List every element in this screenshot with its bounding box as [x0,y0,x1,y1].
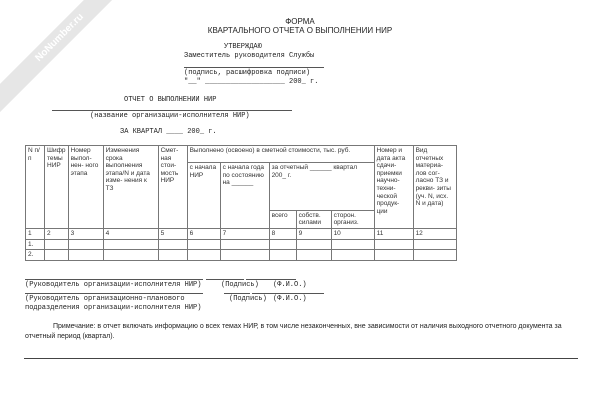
header-quarter-group: за отчетный ______ квартал 200_ г. [269,163,374,211]
col-num: 10 [331,229,374,240]
col-num: 4 [103,229,158,240]
cell[interactable] [187,239,220,250]
cell[interactable] [413,239,456,250]
cell[interactable] [158,250,187,261]
cell[interactable] [158,239,187,250]
head-caption-line [25,279,203,280]
header-act: Номер и дата акта сдачи- приемки научно- техни- ческой продук- ции [374,146,413,229]
header-total: всего [269,210,296,228]
planner-sign-line [224,293,250,294]
cell[interactable] [296,250,331,261]
planner-sign-caption: (Подпись) [229,295,267,303]
head-sign-caption: (Подпись) [221,281,259,289]
signature-caption: (подпись, расшифровка подписи) [184,69,311,77]
report-title: ОТЧЕТ О ВЫПОЛНЕНИИ НИР [124,96,217,104]
cell[interactable] [45,250,69,261]
col-num: 12 [413,229,456,240]
header-materials: Вид отчетных материа- лов сог- ласно ТЗ и рекви- зиты (уч. N, исх. N и дата) [413,146,456,229]
header-stage: Номер выпол- нен- ного этапа [68,146,103,229]
header-deadline-change: Изменения срока выполнения этапа/N и дата изме- нения к ТЗ [103,146,158,229]
cell[interactable] [220,250,269,261]
col-num: 8 [269,229,296,240]
col-num: 3 [68,229,103,240]
table-row [26,250,457,261]
header-third-party: сторон. организ. [331,210,374,228]
head-sign-line [206,279,244,280]
cell[interactable] [187,250,220,261]
planner-caption-2: подразделения организации-исполнителя НИР) [25,304,202,312]
cell[interactable] [269,239,296,250]
cell[interactable] [103,250,158,261]
cell[interactable] [374,250,413,261]
approval-date-line: "__" ___________________ 200_ г. [184,78,319,86]
header-own: собств. силами [296,210,331,228]
planner-caption-1: (Руководитель организационно-планового [25,295,185,303]
header-since-year: с начала года по состоянию на ______ [220,163,269,229]
col-num: 2 [45,229,69,240]
col-num: 6 [187,229,220,240]
cell[interactable] [296,239,331,250]
planner-caption-line [25,293,203,294]
row-number: 2. [26,250,45,261]
col-num: 1 [26,229,45,240]
org-name-line [52,110,292,111]
cell[interactable] [220,239,269,250]
head-name-caption: (Ф.И.О.) [273,281,307,289]
form-title: КВАРТАЛЬНОГО ОТЧЕТА О ВЫПОЛНЕНИИ НИР [207,26,393,35]
cell[interactable] [374,239,413,250]
bottom-rule [24,358,578,359]
col-num: 5 [158,229,187,240]
cell[interactable] [331,250,374,261]
header-completed-group: Выполнено (освоено) в сметной стоимости, тыс. руб. [187,146,374,163]
table-row [26,239,457,250]
head-name-line [246,279,296,280]
report-table [25,145,457,261]
approve-label: УТВЕРЖДАЮ [224,43,262,51]
col-num: 9 [296,229,331,240]
form-label: ФОРМА [285,17,315,26]
planner-name-line [252,293,324,294]
cell[interactable] [413,250,456,261]
cell[interactable] [269,250,296,261]
header-estimated-cost: Смет- ная стои- мость НИР [158,146,187,229]
org-caption: (название организации-исполнителя НИР) [90,112,250,120]
planner-name-caption: (Ф.И.О.) [273,295,307,303]
row-number: 1. [26,239,45,250]
col-num: 11 [374,229,413,240]
watermark: NoNumber.ru [0,0,134,112]
header-since-start: с начала НИР [187,163,220,229]
cell[interactable] [68,239,103,250]
approver-position: Заместитель руководителя Службы [184,52,315,60]
head-caption: (Руководитель организации-исполнителя НИР) [25,281,202,289]
cell[interactable] [331,239,374,250]
cell[interactable] [45,239,69,250]
header-code: Шифр темы НИР [45,146,69,229]
cell[interactable] [103,239,158,250]
col-num: 7 [220,229,269,240]
note: Примечание: в отчет включать информацию о всех темах НИР, в том числе незаконченных, вне зависимости от наличия выходного отчетного документа за отчетный период (квартал). [25,323,562,340]
cell[interactable] [68,250,103,261]
column-number-row [26,229,457,240]
header-n: N п/п [26,146,45,229]
signature-line [184,67,324,68]
quarter-line: ЗА КВАРТАЛ ____ 200_ г. [120,128,217,136]
table-header-row [26,146,457,163]
